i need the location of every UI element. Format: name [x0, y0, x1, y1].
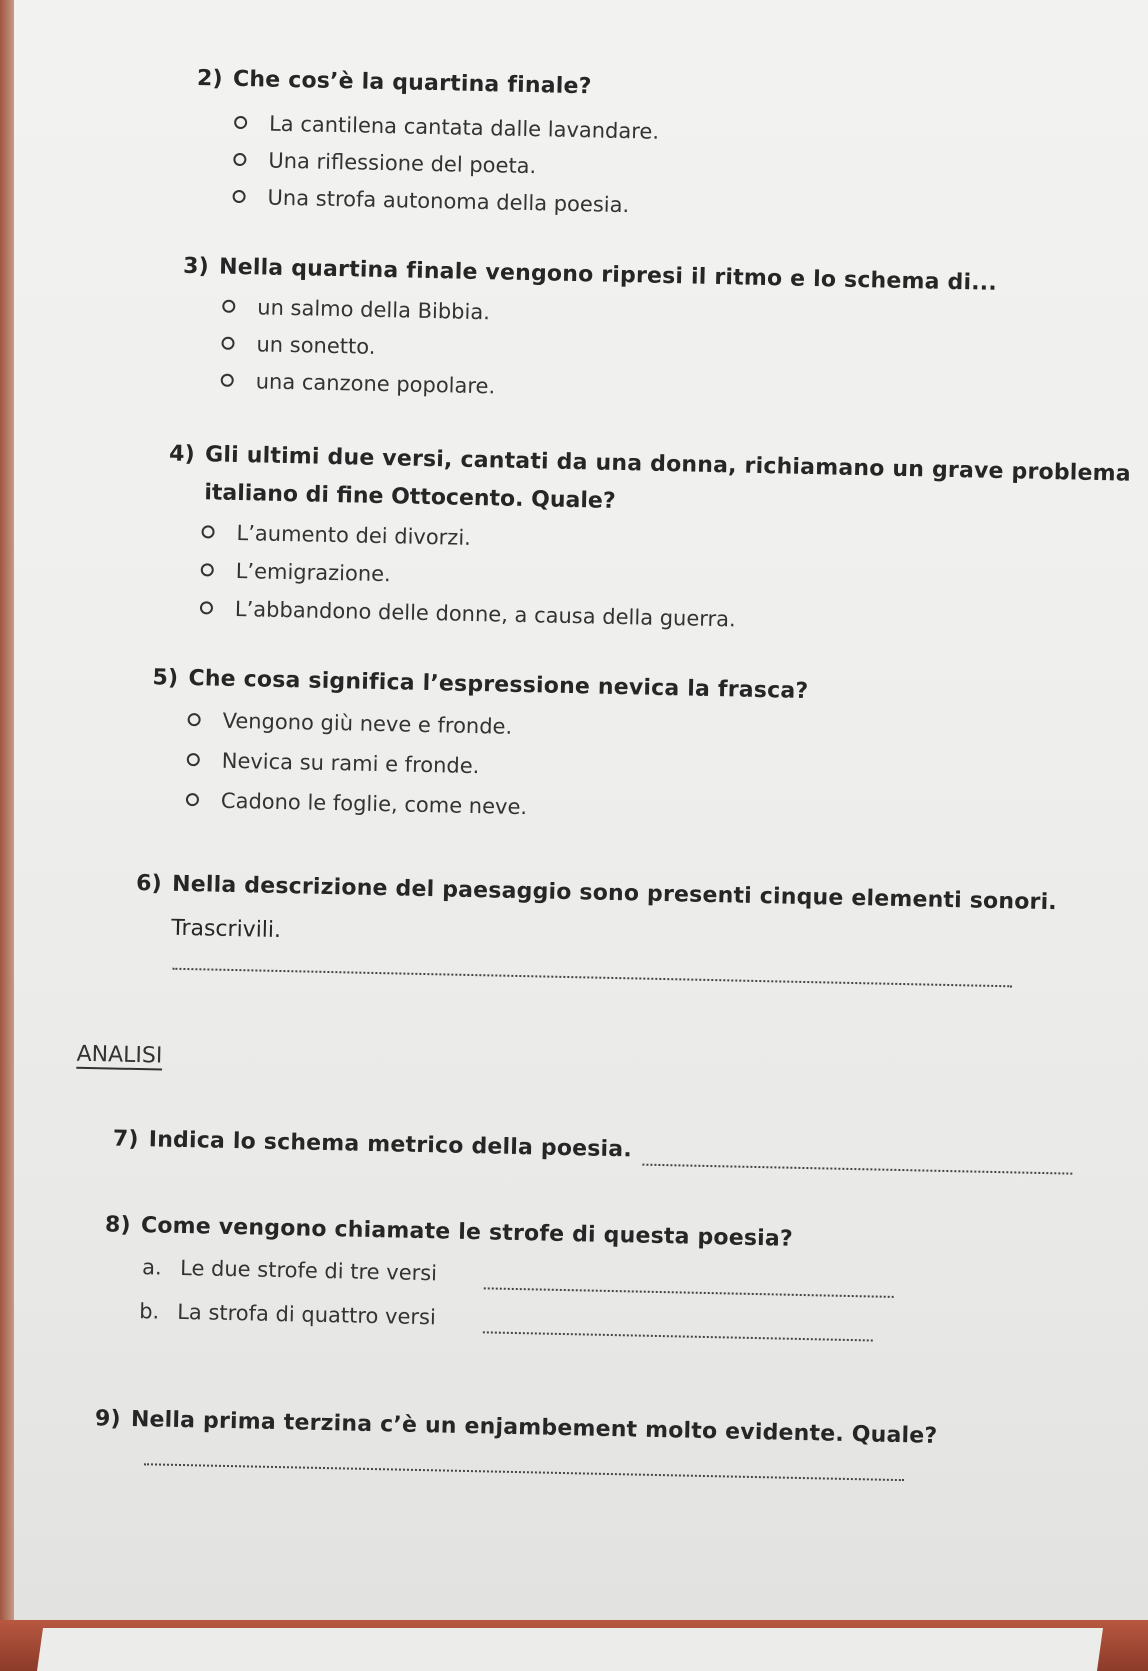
radio-circle-icon[interactable]: [221, 336, 234, 349]
radio-circle-icon[interactable]: [232, 189, 245, 202]
question-number: 8): [104, 1212, 132, 1238]
radio-circle-icon[interactable]: [221, 373, 234, 386]
radio-circle-icon[interactable]: [188, 712, 201, 725]
analysis-heading: ANALISI: [76, 1041, 163, 1069]
q8a-answer-line[interactable]: [484, 1287, 894, 1298]
question-text: Nella quartina finale vengono ripresi il ritmo e lo schema di...: [218, 254, 998, 296]
q4-option-a[interactable]: L’aumento dei divorzi.: [201, 520, 471, 550]
q4-option-c[interactable]: L’abbandono delle donne, a causa della guerra.: [200, 596, 736, 631]
radio-circle-icon[interactable]: [200, 601, 213, 614]
question-number: 9): [94, 1406, 121, 1432]
underlying-sheet: [37, 1628, 1103, 1671]
question-8: [105, 1212, 793, 1251]
question-number: 5): [152, 665, 179, 691]
q5-option-c[interactable]: Cadono le foglie, come neve.: [186, 788, 528, 819]
radio-circle-icon[interactable]: [186, 792, 199, 805]
question-9: [95, 1406, 938, 1449]
radio-circle-icon[interactable]: [187, 752, 200, 765]
question-6: [136, 871, 1057, 915]
radio-circle-icon[interactable]: [233, 152, 246, 165]
question-3: [183, 254, 997, 296]
question-4-continued: italiano di fine Ottocento. Quale?: [204, 480, 616, 514]
question-text: Che cos’è la quartina finale?: [232, 66, 592, 100]
question-number: 7): [112, 1126, 139, 1153]
radio-circle-icon[interactable]: [201, 525, 214, 538]
q5-option-a[interactable]: Vengono giù neve e fronde.: [187, 708, 512, 739]
question-5: [152, 665, 808, 704]
q5-option-b[interactable]: Nevica su rami e fronde.: [187, 748, 480, 778]
q7-answer-line[interactable]: [642, 1164, 1072, 1175]
q9-answer-line[interactable]: [144, 1463, 904, 1481]
question-number: 6): [135, 870, 163, 897]
q4-option-b[interactable]: L’emigrazione.: [201, 558, 391, 586]
question-number: 3): [182, 253, 210, 280]
q3-option-a[interactable]: un salmo della Bibbia.: [222, 295, 490, 325]
question-text: Come vengono chiamate le strofe di questa poesia?: [140, 1213, 794, 1252]
question-text: Nella prima terzina c’è un enjambement molto evidente. Quale?: [130, 1406, 938, 1449]
radio-circle-icon[interactable]: [234, 115, 247, 128]
question-text: Nella descrizione del paesaggio sono presenti cinque elementi sonori.: [171, 871, 1058, 916]
q2-option-c[interactable]: Una strofa autonoma della poesia.: [232, 185, 629, 217]
q2-option-a[interactable]: La cantilena cantata dalle lavandare.: [234, 111, 659, 144]
question-2: [197, 66, 592, 99]
question-7: [113, 1127, 633, 1163]
q3-option-b[interactable]: un sonetto.: [221, 332, 375, 359]
q3-option-c[interactable]: una canzone popolare.: [220, 369, 495, 399]
question-text: Che cosa significa l’espressione nevica la frasca?: [188, 666, 809, 704]
question-text: Gli ultimi due versi, cantati da una donna, richiamano un grave problema: [204, 442, 1132, 487]
q6-answer-line[interactable]: [172, 968, 1012, 988]
radio-circle-icon[interactable]: [201, 563, 214, 576]
question-6-continued: Trascrivili.: [170, 915, 282, 943]
q2-option-b[interactable]: Una riflessione del poeta.: [233, 148, 536, 178]
question-text: Indica lo schema metrico della poesia.: [148, 1127, 633, 1163]
q8-sub-b: b. La strofa di quattro versi: [138, 1299, 437, 1330]
q8b-answer-line[interactable]: [483, 1331, 873, 1341]
question-number: 2): [196, 66, 224, 92]
q8-sub-a: a. Le due strofe di tre versi: [141, 1255, 438, 1286]
question-number: 4): [168, 441, 196, 468]
radio-circle-icon[interactable]: [222, 299, 235, 312]
question-4: [169, 442, 1131, 487]
